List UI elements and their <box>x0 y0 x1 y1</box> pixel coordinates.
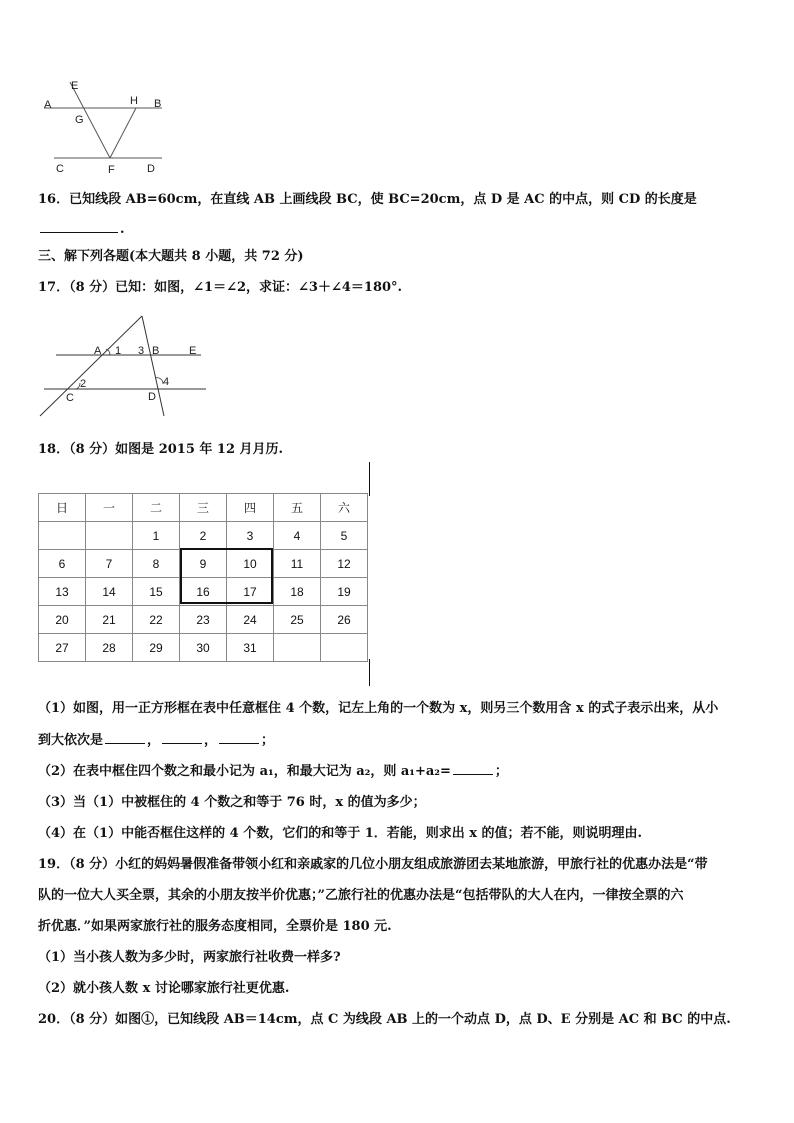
calendar-day-cell: 19 <box>321 578 368 606</box>
calendar-day-cell: 25 <box>274 606 321 634</box>
label-angle-2: 2 <box>80 378 87 390</box>
calendar-day-cell: 27 <box>39 634 86 662</box>
calendar-day-cell: 23 <box>180 606 227 634</box>
question-18-sub2 <box>38 760 508 779</box>
calendar-header-row <box>39 494 368 522</box>
label-d: D <box>148 391 156 403</box>
calendar-day-cell: 3 <box>227 522 274 550</box>
calendar-day-cell: 9 <box>180 550 227 578</box>
weekday-header: 一 <box>86 494 133 522</box>
label-c: C <box>66 392 74 404</box>
calendar-day-cell: 30 <box>180 634 227 662</box>
calendar-day-cell <box>39 522 86 550</box>
angle-1-arc <box>106 349 110 355</box>
answer-blank[interactable] <box>105 731 145 744</box>
question-16 <box>38 188 697 207</box>
question-18-sub1-line2 <box>38 729 274 748</box>
calendar-week-row <box>39 606 368 634</box>
calendar-day-cell: 2 <box>180 522 227 550</box>
sub2-prompt: （2）在表中框住四个数之和最小记为 a₁，和最大记为 a₂，则 a₁+a₂= <box>38 764 451 779</box>
question-18: 18．（8 分）如图是 2015 年 12 月月历. <box>38 442 284 457</box>
calendar-margin-line-top <box>369 462 370 496</box>
label-angle-3: 3 <box>138 345 145 357</box>
calendar-day-cell: 29 <box>133 634 180 662</box>
calendar-day-cell: 15 <box>133 578 180 606</box>
calendar-day-cell <box>274 634 321 662</box>
question-19-sub1: （1）当小孩人数为多少时，两家旅行社收费一样多? <box>38 950 341 965</box>
calendar-day-cell: 4 <box>274 522 321 550</box>
weekday-header: 四 <box>227 494 274 522</box>
calendar-day-cell: 26 <box>321 606 368 634</box>
calendar-margin-line-bottom <box>369 659 370 686</box>
calendar-day-cell: 11 <box>274 550 321 578</box>
calendar-day-cell: 12 <box>321 550 368 578</box>
question-19-sub2: （2）就小孩人数 x 讨论哪家旅行社更优惠. <box>38 981 290 996</box>
calendar-day-cell: 31 <box>227 634 274 662</box>
label-angle-4: 4 <box>163 376 170 388</box>
question-18-sub3: （3）当（1）中被框住的 4 个数之和等于 76 时，x 的值为多少； <box>38 795 426 810</box>
question-19-line1: 19．（8 分）小红的妈妈暑假准备带领小红和亲戚家的几位小朋友组成旅游团去某地旅游，甲旅行社的优惠办法是“带 <box>38 857 708 872</box>
calendar-day-cell: 28 <box>86 634 133 662</box>
question-19-line3: 折优惠．”如果两家旅行社的服务态度相同，全票价是 180 元. <box>38 919 392 934</box>
sub1-prompt: 到大依次是 <box>38 733 104 748</box>
answer-blank[interactable] <box>40 220 118 233</box>
section-title: 三、解下列各题(本大题共 8 小题，共 72 分) <box>38 249 304 264</box>
figure-q17-parallel-lines <box>36 312 212 420</box>
weekday-header: 三 <box>180 494 227 522</box>
label-b: B <box>154 98 162 110</box>
figure-parallel-lines-triangle <box>30 72 180 182</box>
calendar-day-cell: 14 <box>86 578 133 606</box>
label-angle-1: 1 <box>115 345 122 357</box>
calendar-day-cell: 18 <box>274 578 321 606</box>
calendar-day-cell: 7 <box>86 550 133 578</box>
semicolon: ； <box>261 733 275 748</box>
label-h: H <box>130 95 138 107</box>
calendar-day-cell: 13 <box>39 578 86 606</box>
label-a: A <box>44 99 52 111</box>
transversal-left <box>40 316 145 416</box>
calendar-day-cell: 17 <box>227 578 274 606</box>
label-a: A <box>94 345 102 357</box>
question-18-sub1-line1: （1）如图，用一正方形框在表中任意框住 4 个数，记左上角的一个数为 x，则另三个数用含 x 的式子表示出来，从小 <box>38 701 719 716</box>
label-b: B <box>152 345 160 357</box>
weekday-header: 六 <box>321 494 368 522</box>
question-19-line2: 队的一位大人买全票，其余的小朋友按半价优惠；”乙旅行社的优惠办法是“包括带队的大人在内，一律按全票的六 <box>38 888 684 903</box>
semicolon: ； <box>494 764 508 779</box>
label-g: G <box>75 114 84 126</box>
question-20: 20．（8 分）如图①，已知线段 AB＝14cm，点 C 为线段 AB 上的一个动点 D，点 D、E 分别是 AC 和 BC 的中点. <box>38 1012 731 1027</box>
answer-blank[interactable] <box>453 762 493 775</box>
square-selection-frame <box>180 548 273 604</box>
weekday-header: 二 <box>133 494 180 522</box>
answer-blank[interactable] <box>162 731 202 744</box>
calendar-day-cell <box>86 522 133 550</box>
label-c: C <box>56 163 64 175</box>
line-hf <box>110 108 136 158</box>
label-e: E <box>71 80 79 92</box>
calendar-day-cell: 8 <box>133 550 180 578</box>
separator: ， <box>147 733 161 748</box>
calendar-day-cell <box>321 634 368 662</box>
calendar-day-cell: 22 <box>133 606 180 634</box>
calendar-day-cell: 6 <box>39 550 86 578</box>
calendar-week-row <box>39 522 368 550</box>
calendar-day-cell: 24 <box>227 606 274 634</box>
question-16-answer-line <box>38 220 125 237</box>
calendar-day-cell: 21 <box>86 606 133 634</box>
separator: ， <box>204 733 218 748</box>
question-18-sub4: （4）在（1）中能否框住这样的 4 个数，它们的和等于 1．若能，则求出 x 的值；若不能，则说明理由. <box>38 826 643 841</box>
label-d: D <box>147 163 155 175</box>
question-16-text: 16．已知线段 AB=60cm，在直线 AB 上画线段 BC，使 BC=20cm，点 D 是 AC 的中点，则 CD 的长度是 <box>38 192 697 207</box>
question-17: 17．（8 分）已知：如图，∠1＝∠2，求证：∠3＋∠4＝180°. <box>38 280 403 295</box>
calendar-day-cell: 10 <box>227 550 274 578</box>
answer-blank[interactable] <box>219 731 259 744</box>
calendar-day-cell: 20 <box>39 606 86 634</box>
label-f: F <box>108 164 115 176</box>
question-16-end: . <box>120 222 125 237</box>
calendar-day-cell: 16 <box>180 578 227 606</box>
calendar-day-cell: 5 <box>321 522 368 550</box>
calendar-day-cell: 1 <box>133 522 180 550</box>
calendar-week-row <box>39 634 368 662</box>
label-e: E <box>189 345 197 357</box>
weekday-header: 五 <box>274 494 321 522</box>
weekday-header: 日 <box>39 494 86 522</box>
